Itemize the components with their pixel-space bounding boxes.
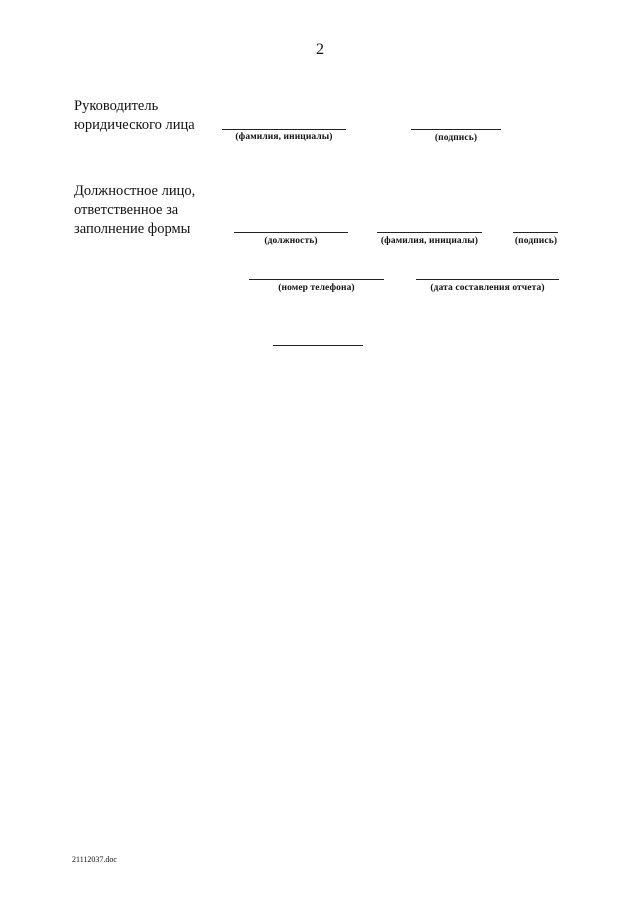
responsible-name-field[interactable] xyxy=(377,232,482,233)
head-name-field[interactable] xyxy=(222,129,346,130)
responsible-position-caption: (должность) xyxy=(264,236,318,246)
responsible-official-label xyxy=(74,182,195,239)
responsible-name-caption: (фамилия, инициалы) xyxy=(380,236,479,246)
responsible-report-date-field[interactable] xyxy=(416,279,559,280)
responsible-signature-field[interactable] xyxy=(513,232,558,233)
responsible-signature-caption: (подпись) xyxy=(514,236,558,246)
responsible-phone-caption: (номер телефона) xyxy=(278,283,355,293)
responsible-label-line-1: Должностное лицо, xyxy=(74,183,196,199)
footer-filename: 21112037.doc xyxy=(72,855,117,864)
responsible-position-field[interactable] xyxy=(234,232,348,233)
head-of-legal-entity-label xyxy=(74,97,195,135)
responsible-phone-field[interactable] xyxy=(249,279,384,280)
head-name-caption: (фамилия, инициалы) xyxy=(235,132,333,142)
head-label-line-2: юридического лица xyxy=(74,117,195,133)
responsible-label-line-2: ответственное за xyxy=(74,202,179,218)
head-signature-caption: (подпись) xyxy=(434,133,478,143)
responsible-label-line-3: заполнение формы xyxy=(74,221,191,237)
closing-divider xyxy=(273,345,363,346)
responsible-report-date-caption: (дата составления отчета) xyxy=(430,283,545,293)
head-signature-field[interactable] xyxy=(411,129,501,130)
page-number: 2 xyxy=(316,41,324,58)
head-label-line-1: Руководитель xyxy=(74,98,159,114)
